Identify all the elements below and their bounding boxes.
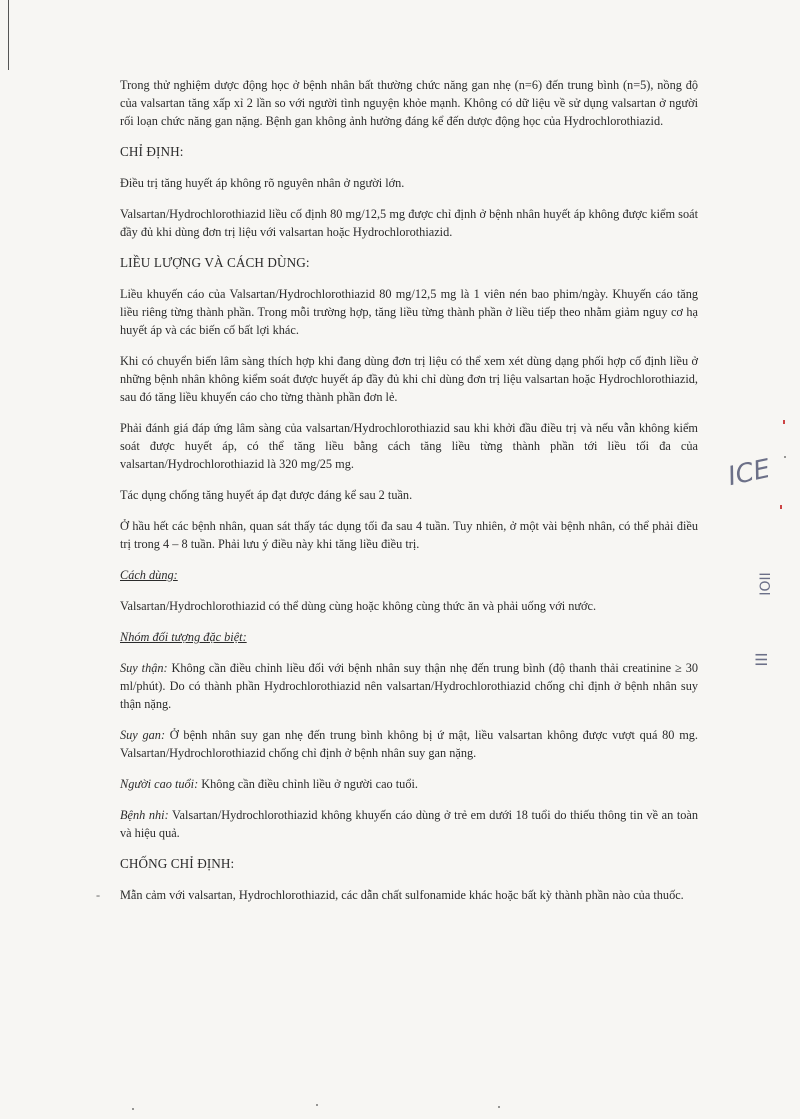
handwritten-mark-1: ICE <box>725 453 773 493</box>
pediatric-text: Valsartan/Hydrochlorothiazid không khuyến cáo dùng ở trẻ em dưới 18 tuổi do thiếu thông tin về an toàn và hiệu quả. <box>120 808 698 840</box>
scan-speck <box>316 1104 318 1106</box>
contraindications-heading: CHỐNG CHỈ ĐỊNH: <box>120 856 235 871</box>
elderly-text: Không cần điều chỉnh liều ở người cao tuổi. <box>198 777 418 791</box>
dosage-paragraph-3: Phải đánh giá đáp ứng lâm sàng của valsartan/Hydrochlorothiazid sau khi khởi đầu điều trị và nếu vẫn không kiểm soát được huyết áp, có thể tăng liều bằng cách tăng liều từng thành phần tới liều tối đa của valsartan/Hydrochlorothiazid là 320 mg/25 mg. <box>120 421 698 471</box>
dosage-paragraph-5: Ở hầu hết các bệnh nhân, quan sát thấy tác dụng tối đa sau 4 tuần. Tuy nhiên, ở một vài bệnh nhân, có thể phải điều trị trong 4 – 8 tuần. Phải lưu ý điều này khi tăng liều điều trị. <box>120 519 698 551</box>
contraindications-block <box>96 886 698 904</box>
red-speck <box>780 505 782 509</box>
dosage-paragraph-2: Khi có chuyển biến lâm sàng thích hợp khi đang dùng đơn trị liệu có thể xem xét dùng dạng phối hợp cố định liều ở những bệnh nhân không kiểm soát được huyết áp đầy đủ khi chỉ dùng đơn trị liệu valsartan hoặc Hydrochlorothiazid, sau đó tăng liều khuyến cáo cho từng thành phần đơn lẻ. <box>120 354 698 404</box>
renal-impairment-lead: Suy thận: <box>120 661 168 675</box>
margin-dash-mark: - <box>96 888 101 902</box>
elderly-lead: Người cao tuổi: <box>120 777 199 791</box>
handwritten-mark-3: III <box>751 652 771 667</box>
page-edge-line <box>8 0 9 70</box>
dosage-paragraph-4: Tác dụng chống tăng huyết áp đạt được đáng kể sau 2 tuần. <box>120 488 413 502</box>
administration-paragraph: Valsartan/Hydrochlorothiazid có thể dùng cùng hoặc không cùng thức ăn và phải uống với nước. <box>120 599 597 613</box>
renal-impairment-paragraph <box>120 659 698 713</box>
hepatic-impairment-paragraph <box>120 726 698 762</box>
handwritten-mark-2: IIOI <box>755 572 772 596</box>
scan-speck <box>132 1108 134 1110</box>
pediatric-lead: Bệnh nhi: <box>120 808 169 822</box>
indications-paragraph-2: Valsartan/Hydrochlorothiazid liều cố định 80 mg/12,5 mg được chỉ định ở bệnh nhân huyết áp không được kiểm soát đầy đủ khi dùng đơn trị liệu với valsartan hoặc Hydrochlorothiazid. <box>120 207 698 239</box>
scan-speck <box>498 1106 500 1108</box>
hepatic-impairment-text: Ở bệnh nhân suy gan nhẹ đến trung bình không bị ứ mật, liều valsartan không được vượt quá 80 mg. Valsartan/Hydrochlorothiazid chống chỉ định ở bệnh nhân suy gan nặng. <box>120 728 698 760</box>
special-populations-subheading: Nhóm đối tượng đặc biệt: <box>120 630 247 644</box>
hepatic-pk-paragraph: Trong thử nghiệm dược động học ở bệnh nhân bất thường chức năng gan nhẹ (n=6) đến trung bình (n=5), nồng độ của valsartan tăng xấp xỉ 2 lần so với người tình nguyện khỏe mạnh. Không có dữ liệu về sử dụng valsartan ở người rối loạn chức năng gan nặng. Bệnh gan không ảnh hưởng đáng kể đến dược động học của Hydrochlorothiazid. <box>120 78 698 128</box>
dosage-heading: LIỀU LƯỢNG VÀ CÁCH DÙNG: <box>120 255 310 270</box>
document-body <box>96 76 698 917</box>
administration-subheading: Cách dùng: <box>120 568 178 582</box>
renal-impairment-text: Không cần điều chỉnh liều đối với bệnh nhân suy thận nhẹ đến trung bình (độ thanh thải creatinine ≥ 30 ml/phút). Do có thành phần Hydrochlorothiazid nên valsartan/Hydrochlorothiazid chống chỉ định ở bệnh nhân suy thận nặng. <box>120 661 698 711</box>
scan-speck <box>784 456 786 458</box>
indications-heading: CHỈ ĐỊNH: <box>120 144 184 159</box>
red-speck <box>783 420 785 424</box>
dosage-paragraph-1: Liều khuyến cáo của Valsartan/Hydrochlorothiazid 80 mg/12,5 mg là 1 viên nén bao phim/ngày. Khuyến cáo tăng liều riêng từng thành phần. Trong mỗi trường hợp, tăng liều từng thành phần ở liều tiếp theo nhằm giảm nguy cơ hạ huyết áp và các biến cố bất lợi khác. <box>120 287 698 337</box>
pediatric-paragraph <box>120 806 698 842</box>
hepatic-impairment-lead: Suy gan: <box>120 728 166 742</box>
elderly-paragraph <box>120 775 698 793</box>
indications-paragraph-1: Điều trị tăng huyết áp không rõ nguyên nhân ở người lớn. <box>120 176 405 190</box>
contraindications-paragraph: Mẫn cảm với valsartan, Hydrochlorothiazid, các dẫn chất sulfonamide khác hoặc bất kỳ thành phần nào của thuốc. <box>120 888 684 902</box>
